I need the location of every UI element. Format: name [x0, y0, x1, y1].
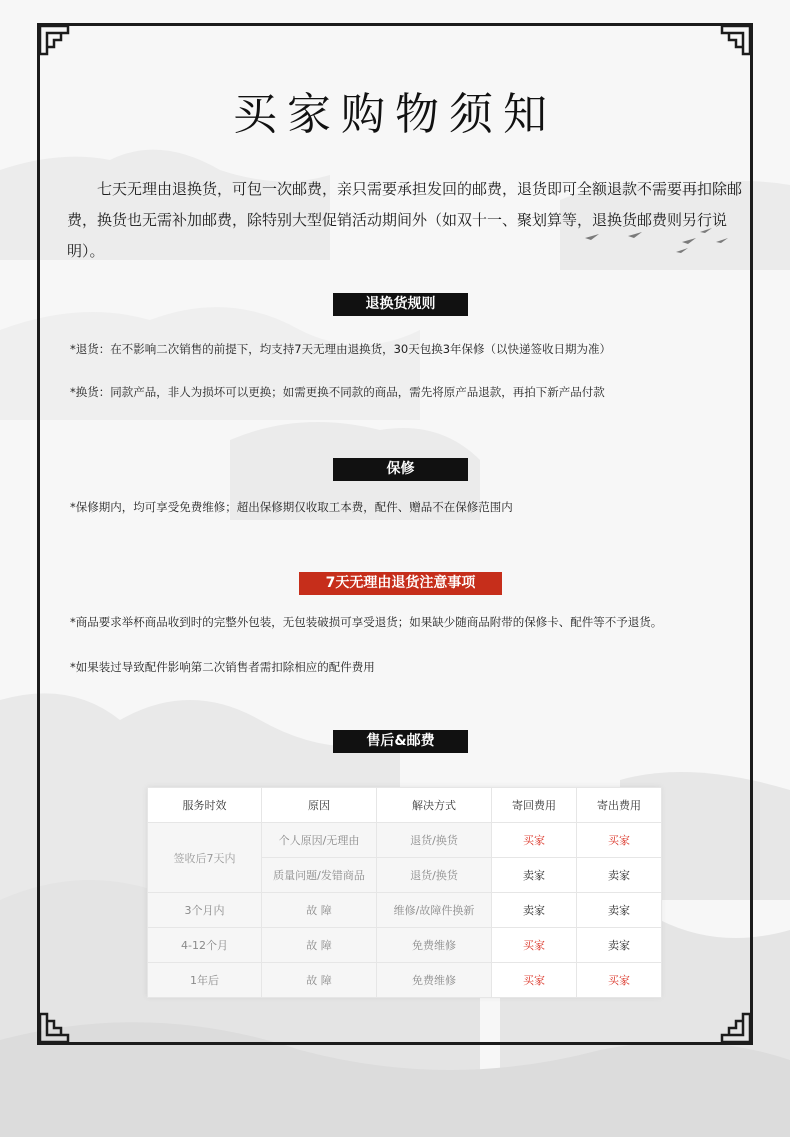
section-label-aftersales: 售后&邮费	[333, 730, 468, 753]
corner-ornament-icon	[719, 1011, 753, 1045]
header-service-period: 服务时效	[148, 788, 262, 823]
cell-period: 3个月内	[148, 893, 262, 928]
cell-reason: 故 障	[262, 893, 377, 928]
cell-solution: 退货/换货	[377, 858, 492, 893]
header-reason: 原因	[262, 788, 377, 823]
cell-send-fee: 卖家	[577, 928, 662, 963]
table-row	[148, 823, 662, 858]
page-title: 买家购物须知	[233, 89, 557, 140]
table-row	[148, 928, 662, 963]
cell-send-fee: 买家	[577, 823, 662, 858]
returns-notice-packaging: *商品要求举杯商品收到时的完整外包装，无包装破损可享受退货；如果缺少随商品附带的保修卡、配件等不予退货。	[70, 615, 663, 629]
cell-return-fee: 买家	[492, 928, 577, 963]
corner-ornament-icon	[37, 23, 71, 57]
table-header-row	[148, 788, 662, 823]
intro-paragraph: 七天无理由退换货，可包一次邮费，亲只需要承担发回的邮费，退货即可全额退款不需要再扣除邮费，换货也无需补加邮费，除特别大型促销活动期间外（如双十一、聚划算等，退换货邮费则另行说明）。	[67, 180, 743, 260]
cell-return-fee: 卖家	[492, 893, 577, 928]
cell-period: 1年后	[148, 963, 262, 998]
cell-period: 4-12个月	[148, 928, 262, 963]
cell-return-fee: 买家	[492, 823, 577, 858]
rule-return: *退货：在不影响二次销售的前提下，均支持7天无理由退换货，30天包换3年保修（以快递签收日期为准）	[70, 342, 612, 356]
cell-solution: 退货/换货	[377, 823, 492, 858]
table-row	[148, 963, 662, 998]
cell-send-fee: 卖家	[577, 858, 662, 893]
header-send-fee: 寄出费用	[577, 788, 662, 823]
cell-return-fee: 买家	[492, 963, 577, 998]
header-return-fee: 寄回费用	[492, 788, 577, 823]
cell-send-fee: 卖家	[577, 893, 662, 928]
header-solution: 解决方式	[377, 788, 492, 823]
aftersales-fee-table	[147, 787, 661, 997]
cell-send-fee: 买家	[577, 963, 662, 998]
cell-solution: 免费维修	[377, 928, 492, 963]
cell-solution: 免费维修	[377, 963, 492, 998]
cell-period: 签收后7天内	[148, 823, 262, 893]
section-label-warranty: 保修	[333, 458, 468, 481]
cell-reason: 故 障	[262, 928, 377, 963]
returns-notice-accessories: *如果装过导致配件影响第二次销售者需扣除相应的配件费用	[70, 660, 375, 674]
cell-reason: 故 障	[262, 963, 377, 998]
corner-ornament-icon	[37, 1011, 71, 1045]
cell-return-fee: 卖家	[492, 858, 577, 893]
corner-ornament-icon	[719, 23, 753, 57]
warranty-text: *保修期内，均可享受免费维修；超出保修期仅收取工本费，配件、赠品不在保修范围内	[70, 500, 513, 514]
cell-reason: 质量问题/发错商品	[262, 858, 377, 893]
cell-reason: 个人原因/无理由	[262, 823, 377, 858]
cell-solution: 维修/故障件换新	[377, 893, 492, 928]
table-row	[148, 893, 662, 928]
section-label-rules: 退换货规则	[333, 293, 468, 316]
section-label-returns-notice: 7天无理由退货注意事项	[299, 572, 502, 595]
rule-exchange: *换货：同款产品，非人为损坏可以更换；如需更换不同款的商品，需先将原产品退款，再拍下新产品付款	[70, 385, 605, 399]
